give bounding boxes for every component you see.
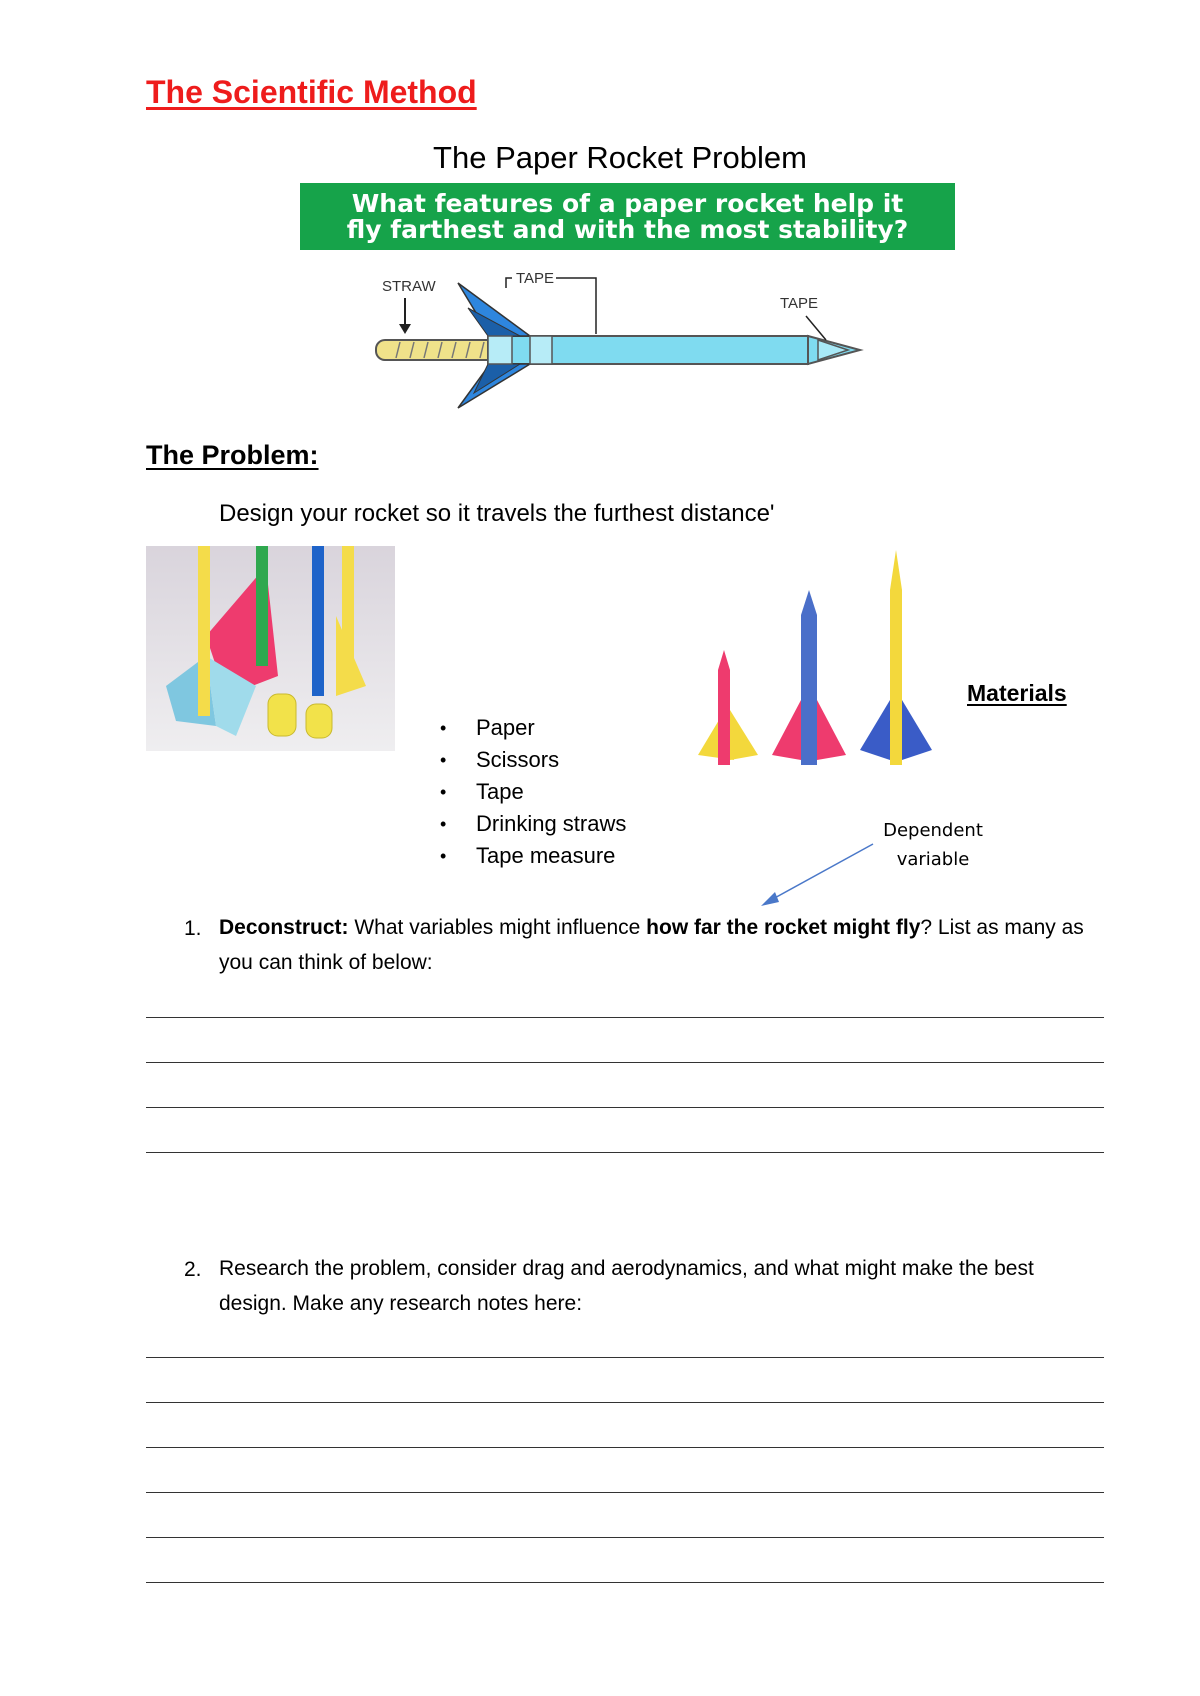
question-1-number: 1. [184,917,202,940]
answer-line[interactable] [146,1017,1104,1018]
banner-line-1: What features of a paper rocket help it [351,188,904,218]
three-rockets-photo [680,550,940,775]
paper-rockets-photo [146,546,395,751]
question-2-number: 2. [184,1258,202,1281]
tape-fin-bracket-left [506,278,512,288]
fin-bottom-back [474,364,520,393]
answer-line[interactable] [146,1402,1104,1403]
straw-pointer-head [399,324,411,334]
rocket-diagram [370,268,870,418]
question-2-text: Research the problem, consider drag and aerodynamics, and what might make the best design. Make any research notes here: [219,1257,1034,1315]
materials-heading: Materials [967,680,1067,706]
answer-line[interactable] [146,1357,1104,1358]
problem-heading: The Problem: [146,440,319,470]
materials-item: • Drinking straws [440,808,626,840]
banner-line-2: fly farthest and with the most stability? [346,214,909,244]
tape-band-rear [488,336,512,364]
answer-line[interactable] [146,1107,1104,1108]
document-title: The Scientific Method [146,74,477,110]
dep-var-line-1: Dependent [883,820,983,841]
dependent-variable-note [870,816,996,874]
answer-line[interactable] [146,1152,1104,1153]
q1-emphasis: how far the rocket might fly [646,916,921,939]
q1-text-a: What variables might influence [348,916,647,939]
materials-list [440,712,626,872]
label-tape-fin: TAPE [516,270,555,287]
annotation-arrow [755,840,885,910]
label-tape-tip: TAPE [780,295,819,312]
materials-item: • Tape [440,776,626,808]
q1-text-b: ? List as many as you can think of below: [219,916,1084,974]
answer-line[interactable] [146,1582,1104,1583]
tape-band-front [530,336,552,364]
answer-line[interactable] [146,1447,1104,1448]
worksheet-subtitle: The Paper Rocket Problem [433,140,807,175]
answer-line[interactable] [146,1537,1104,1538]
problem-statement: Design your rocket so it travels the furthest distance' [219,500,775,527]
q1-deconstruct-label: Deconstruct: [219,916,349,939]
answer-line[interactable] [146,1062,1104,1063]
label-straw: STRAW [382,278,436,295]
question-1-text [219,910,1099,980]
answer-line[interactable] [146,1492,1104,1493]
materials-item: • Scissors [440,744,626,776]
materials-item: • Tape measure [440,840,626,872]
dep-var-line-2: variable [896,849,970,870]
question-banner [300,183,955,250]
tape-fin-bracket-right [556,278,596,334]
materials-item: • Paper [440,712,626,744]
